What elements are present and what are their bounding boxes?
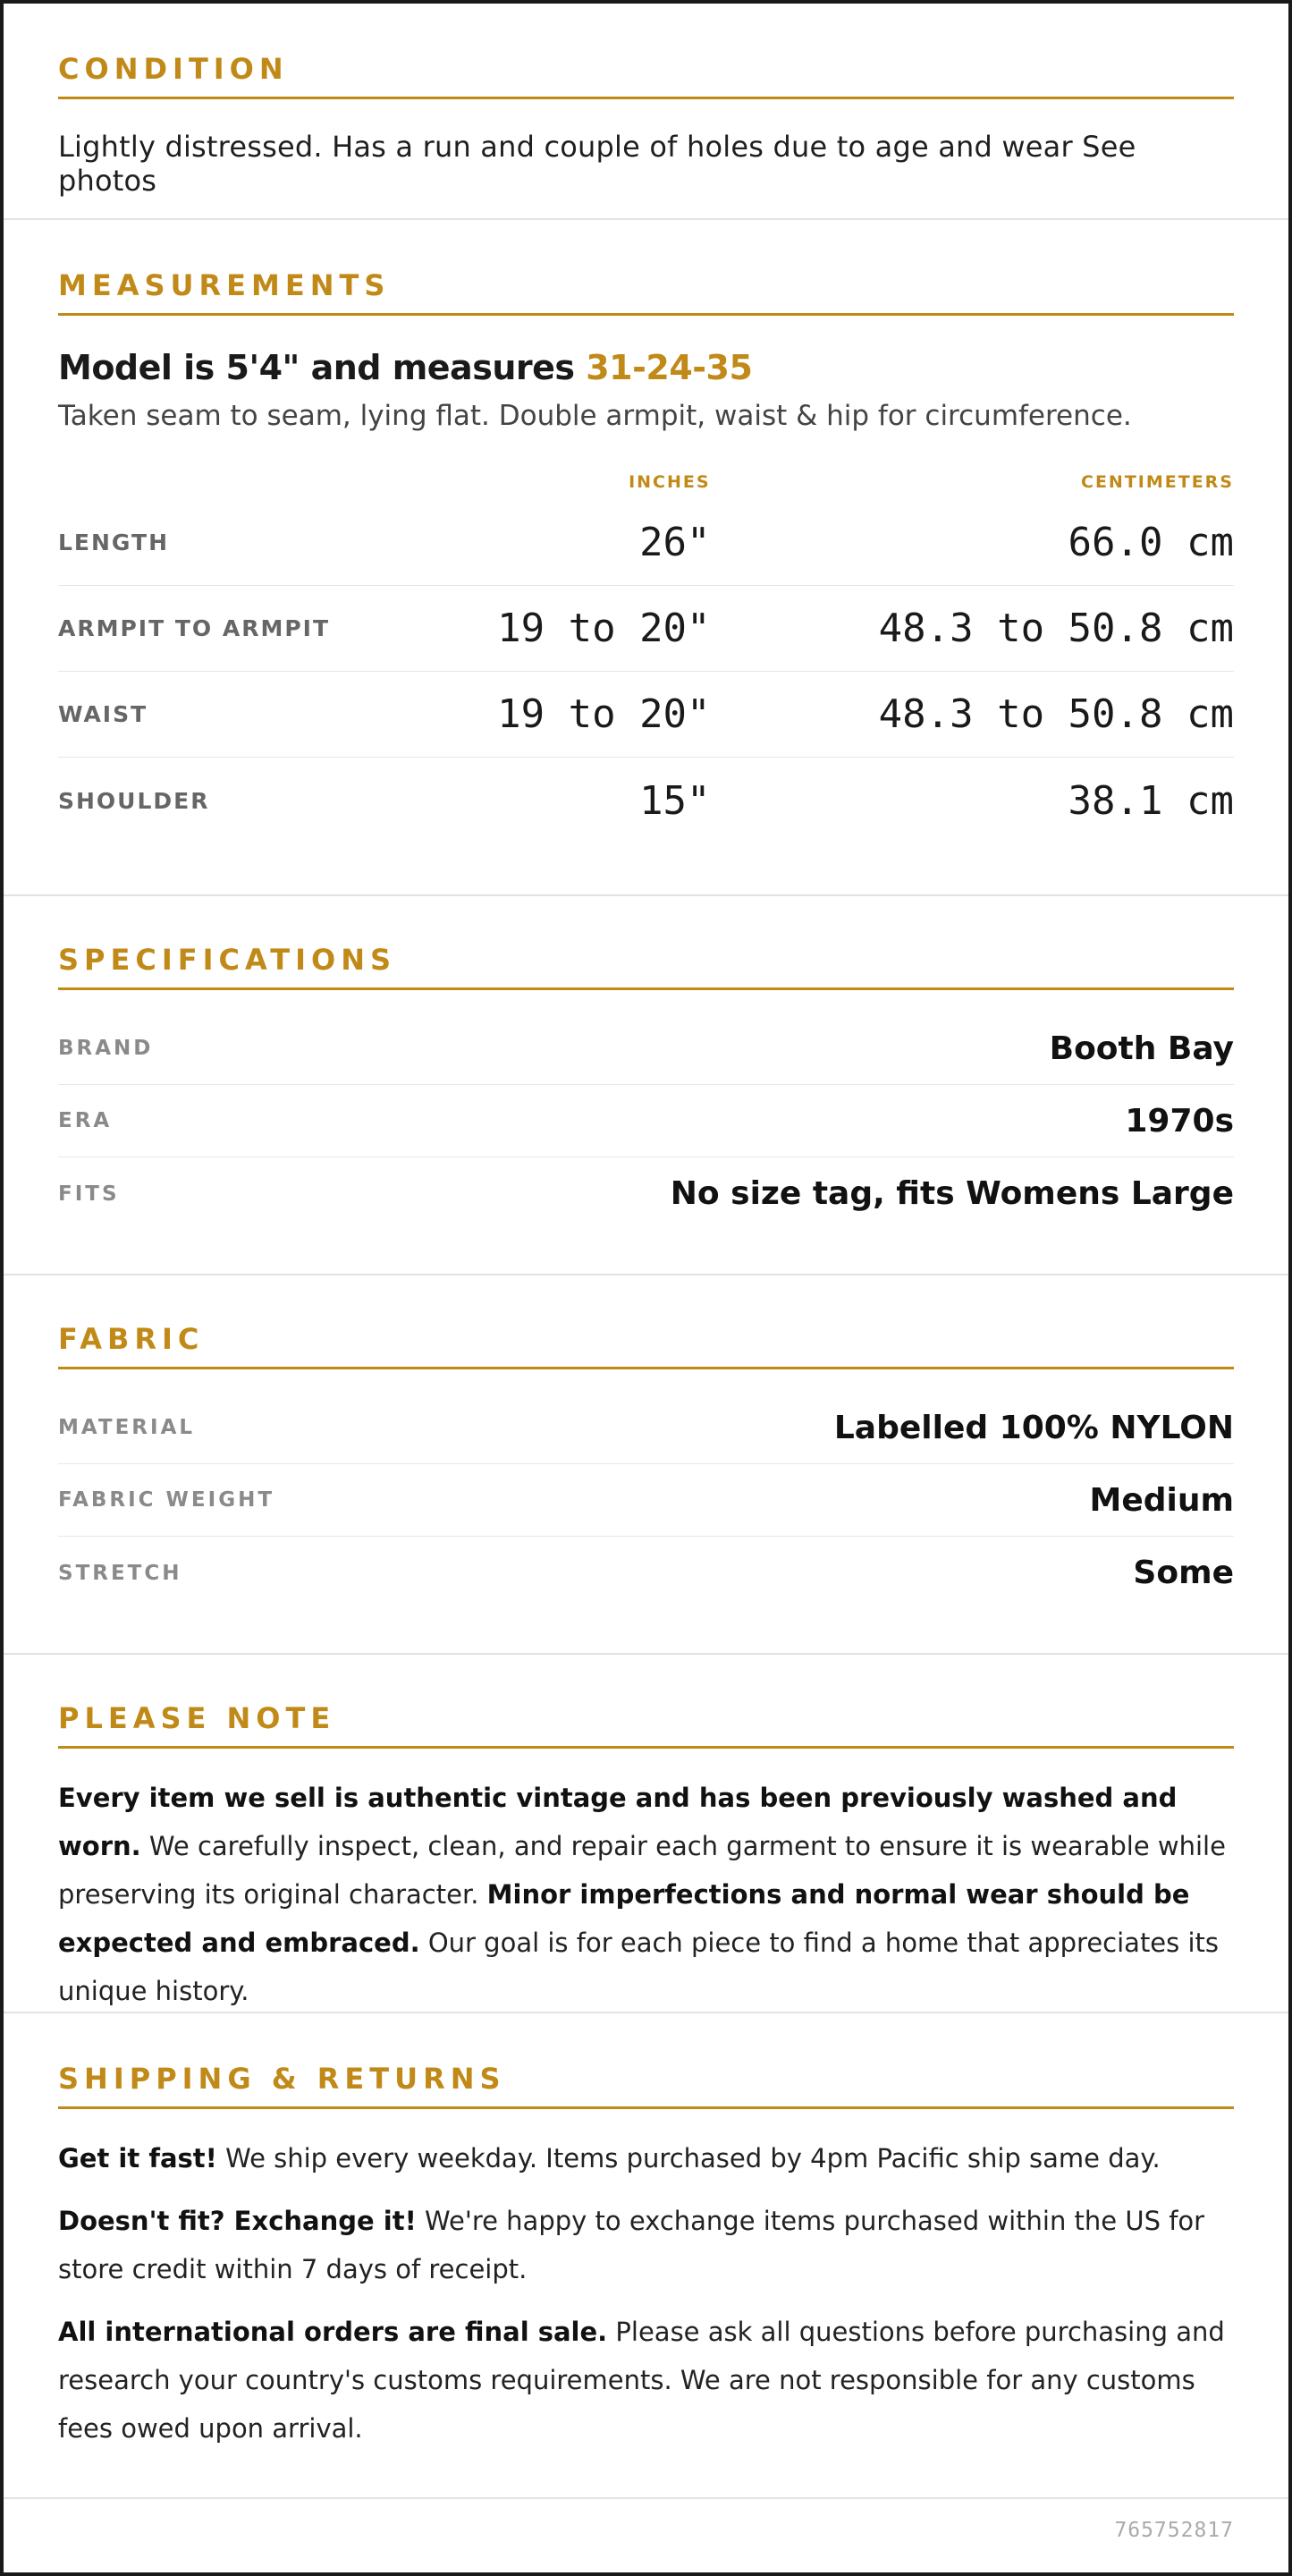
shipping-paragraph-exchange (58, 2197, 1234, 2293)
measurements-heading: MEASUREMENTS (58, 268, 1234, 316)
product-id: 765752817 (1114, 2519, 1234, 2542)
measurement-label: WAIST (58, 701, 148, 727)
spec-value: Booth Bay (1049, 1030, 1234, 1067)
spec-row-era (58, 1085, 1234, 1157)
measurements-header-row (58, 464, 1234, 500)
spec-value: 1970s (1125, 1102, 1234, 1140)
centimeters-column-header: CENTIMETERS (1081, 472, 1234, 492)
shipping-bold: Get it fast! (58, 2143, 217, 2174)
specifications-list (58, 1013, 1234, 1230)
note-text-2: Our goal is for each piece to find a home that appreciates its unique history. (58, 1928, 1220, 2006)
fabric-row-material (58, 1392, 1234, 1464)
shipping-heading: SHIPPING & RETURNS (58, 2062, 1234, 2109)
fabric-heading: FABRIC (58, 1322, 1234, 1369)
model-prefix: Model is 5'4" and measures (58, 348, 587, 387)
please-note-heading: PLEASE NOTE (58, 1701, 1234, 1749)
shipping-text: Please ask all questions before purchasing and research your country's customs requirements. We are not responsible for any customs fees owed upon arrival. (58, 2317, 1225, 2444)
measurement-row (58, 586, 1234, 672)
fabric-key: MATERIAL (58, 1416, 196, 1439)
measurement-label: LENGTH (58, 530, 169, 555)
spec-value: No size tag, fits Womens Large (670, 1175, 1234, 1212)
note-bold-1: Every item we sell is authentic vintage and has been previously washed and worn. (58, 1783, 1178, 1861)
fabric-row-weight (58, 1464, 1234, 1537)
fabric-value: Labelled 100% NYLON (833, 1409, 1234, 1446)
shipping-text: We ship every weekday. Items purchased by 4pm Pacific ship same day. (216, 2143, 1161, 2174)
model-measurements (58, 348, 1234, 387)
measurement-cm: 38.1 cm (1068, 777, 1234, 824)
measurement-cm: 48.3 to 50.8 cm (878, 606, 1234, 651)
shipping-returns-section (4, 2013, 1288, 2499)
measurement-cm: 48.3 to 50.8 cm (878, 691, 1234, 737)
inches-column-header: INCHES (629, 472, 711, 492)
measurement-inches: 19 to 20" (497, 691, 711, 737)
shipping-bold: All international orders are final sale. (58, 2317, 608, 2347)
measurement-label: ARMPIT TO ARMPIT (58, 615, 331, 641)
spec-row-fits (58, 1157, 1234, 1230)
measurements-table (58, 464, 1234, 843)
specifications-heading: SPECIFICATIONS (58, 943, 1234, 990)
note-text-1: We carefully inspect, clean, and repair each garment to ensure it is wearable while preserving its original character. (58, 1831, 1226, 1910)
spec-key: BRAND (58, 1037, 154, 1060)
spec-key: ERA (58, 1109, 113, 1132)
fabric-key: STRETCH (58, 1561, 182, 1585)
spec-row-brand (58, 1013, 1234, 1085)
measurement-inches: 26" (639, 520, 711, 565)
shipping-paragraph-fast (58, 2134, 1234, 2182)
measurement-inches: 15" (639, 777, 711, 824)
please-note-text (58, 1774, 1234, 2015)
condition-heading: CONDITION (58, 52, 1234, 99)
fabric-value: Medium (1089, 1481, 1234, 1519)
fabric-key: FABRIC WEIGHT (58, 1488, 275, 1512)
shipping-paragraph-international (58, 2308, 1234, 2453)
specifications-section (4, 896, 1288, 1275)
spec-key: FITS (58, 1182, 120, 1206)
fabric-list (58, 1392, 1234, 1609)
measurement-row (58, 758, 1234, 843)
measurement-cm: 66.0 cm (1068, 520, 1234, 565)
measurement-note: Taken seam to seam, lying flat. Double armpit, waist & hip for circumference. (58, 400, 1132, 432)
condition-section (4, 4, 1288, 220)
model-numbers: 31-24-35 (586, 348, 753, 387)
measurements-section (4, 220, 1288, 896)
please-note-section (4, 1655, 1288, 2013)
condition-text: Lightly distressed. Has a run and couple of holes due to age and wear See photos (58, 130, 1136, 198)
fabric-value: Some (1133, 1555, 1234, 1591)
fabric-row-stretch (58, 1537, 1234, 1609)
note-bold-2: Minor imperfections and normal wear should be expected and embraced. (58, 1879, 1190, 1958)
measurement-row (58, 500, 1234, 586)
measurement-label: SHOULDER (58, 787, 210, 814)
fabric-section (4, 1275, 1288, 1655)
measurement-inches: 19 to 20" (497, 606, 711, 651)
measurement-row (58, 672, 1234, 758)
shipping-bold: Doesn't fit? Exchange it! (58, 2206, 417, 2236)
shipping-text: We're happy to exchange items purchased within the US for store credit within 7 days of receipt. (58, 2206, 1205, 2284)
